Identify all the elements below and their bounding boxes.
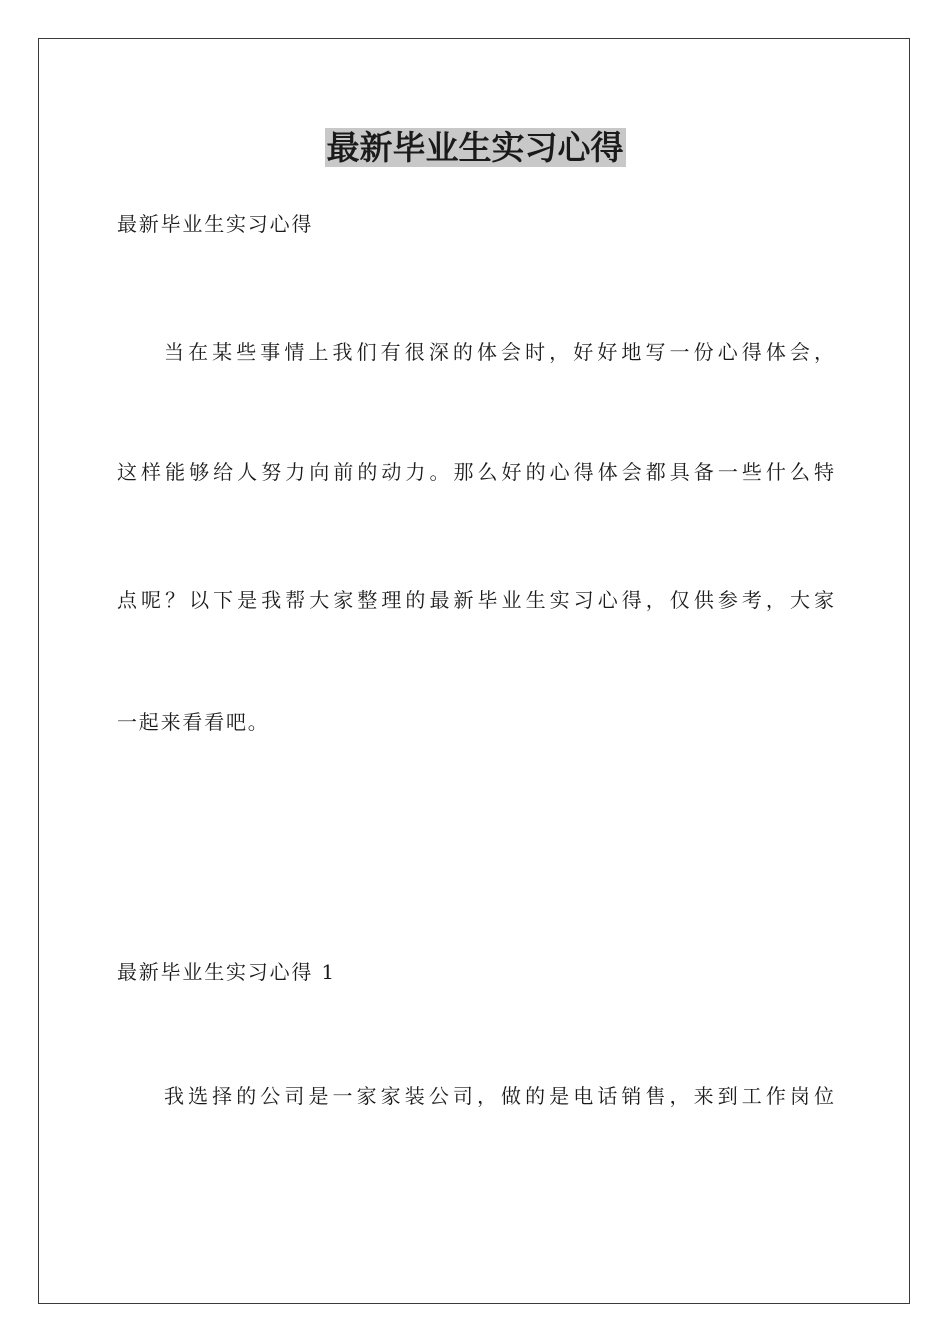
intro-line-4: 一起来看看吧。 <box>117 710 270 734</box>
section-heading: 最新毕业生实习心得 1 <box>117 960 336 984</box>
intro-line-1: 当在某些事情上我们有很深的体会时，好好地写一份心得体会， <box>164 340 834 364</box>
document-title <box>0 126 950 170</box>
intro-line-3: 点呢？以下是我帮大家整理的最新毕业生实习心得，仅供参考，大家 <box>117 588 834 612</box>
section-line-1: 我选择的公司是一家家装公司，做的是电话销售，来到工作岗位 <box>164 1084 834 1108</box>
intro-line-2: 这样能够给人努力向前的动力。那么好的心得体会都具备一些什么特 <box>117 460 834 484</box>
document-title-text: 最新毕业生实习心得 <box>326 128 624 167</box>
subtitle: 最新毕业生实习心得 <box>117 212 314 236</box>
